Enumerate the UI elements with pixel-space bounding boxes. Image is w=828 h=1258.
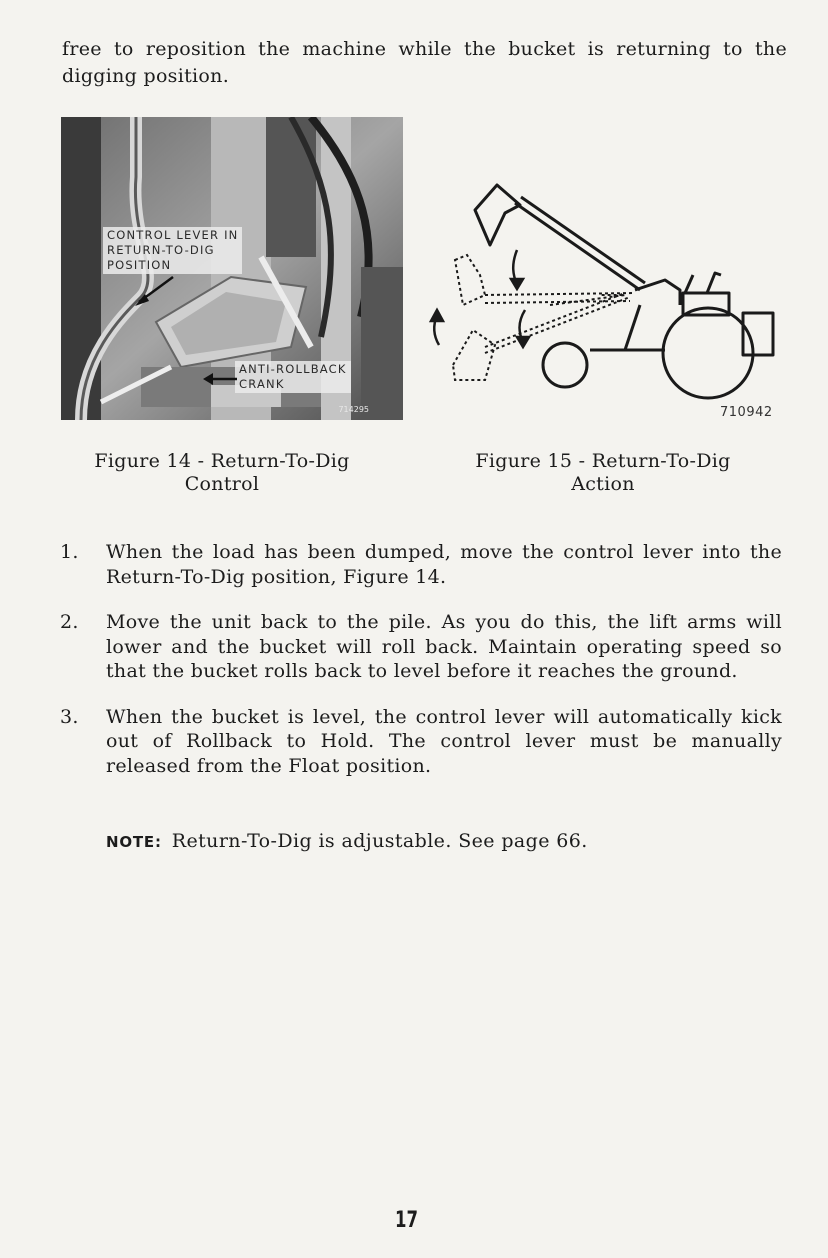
- step-number: 2.: [60, 611, 79, 633]
- figure-15-caption-line2: Action: [571, 473, 635, 495]
- figure-15-caption-line1: Figure 15 - Return-To-Dig: [475, 450, 731, 472]
- note-text: Return-To-Dig is adjustable. See page 66.: [171, 830, 588, 852]
- figure-15-diagram: [425, 175, 785, 435]
- lowered-bucket-dotted: [453, 330, 495, 380]
- step-number: 1.: [60, 541, 79, 563]
- step-text: When the bucket is level, the control lever will automatically kick out of Rollback to Hold. The control lever must be manually released from the Float position.: [106, 705, 782, 777]
- figure-14-caption-line2: Control: [184, 473, 260, 495]
- anti-rollback-crank-callout: ANTI-ROLLBACK CRANK: [235, 361, 351, 393]
- control-lever-callout: CONTROL LEVER IN RETURN-TO-DIG POSITION: [103, 227, 242, 274]
- note: [106, 830, 588, 852]
- note-label: NOTE:: [106, 833, 162, 851]
- step-text: Move the unit back to the pile. As you do this, the lift arms will lower and the bucket will roll back. Maintain operating speed so that the bucket rolls back to level before it reaches the ground.: [106, 611, 782, 682]
- raised-bucket: [475, 185, 520, 245]
- figure-15-caption: [438, 450, 768, 496]
- step-number: 3.: [60, 705, 79, 728]
- list-item: [60, 610, 782, 684]
- step-text: When the load has been dumped, move the control lever into the Return-To-Dig position, Figure 14.: [106, 541, 782, 588]
- figure-14-caption: [72, 450, 372, 496]
- list-item: [60, 540, 782, 589]
- intro-paragraph: free to reposition the machine while the bucket is returning to the digging position.: [62, 38, 787, 87]
- photo-reference-number: 714295: [338, 405, 369, 414]
- diagram-reference-number: 710942: [720, 405, 773, 420]
- procedure-steps: [60, 540, 782, 799]
- list-item: [60, 705, 782, 779]
- figure-14-photo: [61, 117, 403, 420]
- mid-bucket-dotted: [455, 255, 485, 305]
- page-number: 17: [395, 1208, 418, 1233]
- figure-14-caption-line1: Figure 14 - Return-To-Dig: [94, 450, 350, 472]
- callout-arrows: [61, 117, 403, 420]
